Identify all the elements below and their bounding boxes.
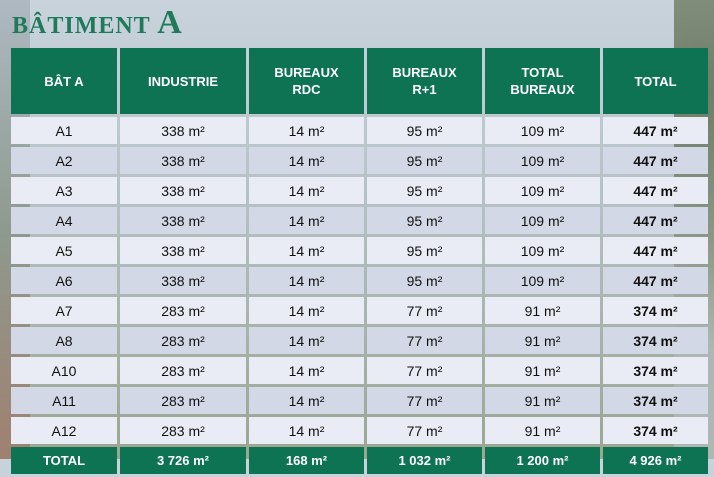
cell-batiment: A10	[11, 357, 117, 384]
column-header-line: BÂT A	[44, 73, 84, 89]
column-header-batiment	[11, 48, 117, 114]
cell-batiment: A1	[11, 117, 117, 144]
cell-total: 374 m²	[603, 357, 708, 384]
cell-batiment: A12	[11, 417, 117, 444]
cell-industrie: 338 m²	[120, 177, 246, 204]
cell-total-bureaux: 91 m²	[485, 417, 600, 444]
cell-batiment: A11	[11, 387, 117, 414]
title-letter: A	[157, 4, 183, 41]
cell-total: 447 m²	[603, 147, 708, 174]
cell-industrie: 338 m²	[120, 117, 246, 144]
total-cell-bureaux-rdc: 168 m²	[249, 447, 364, 474]
cell-industrie: 283 m²	[120, 387, 246, 414]
cell-industrie: 338 m²	[120, 147, 246, 174]
cell-bureaux-rdc: 14 m²	[249, 147, 364, 174]
cell-bureaux-r1: 95 m²	[367, 147, 482, 174]
total-cell-total: 4 926 m²	[603, 447, 708, 474]
table-row	[11, 147, 708, 174]
cell-bureaux-rdc: 14 m²	[249, 207, 364, 234]
total-row	[11, 447, 708, 474]
column-header-total-bureaux	[485, 48, 600, 114]
table-row	[11, 117, 708, 144]
cell-industrie: 283 m²	[120, 327, 246, 354]
table-row	[11, 417, 708, 444]
column-header-line: BUREAUX	[510, 82, 575, 97]
cell-total: 374 m²	[603, 297, 708, 324]
table-row	[11, 357, 708, 384]
table-row	[11, 207, 708, 234]
table-body	[11, 117, 708, 444]
cell-total: 374 m²	[603, 417, 708, 444]
cell-batiment: A4	[11, 207, 117, 234]
column-header-industrie	[120, 48, 246, 114]
cell-bureaux-rdc: 14 m²	[249, 297, 364, 324]
cell-bureaux-r1: 77 m²	[367, 387, 482, 414]
column-header-line: BUREAUX	[392, 65, 457, 80]
table-row	[11, 327, 708, 354]
page-title	[12, 4, 183, 45]
cell-bureaux-rdc: 14 m²	[249, 387, 364, 414]
cell-bureaux-r1: 95 m²	[367, 117, 482, 144]
cell-bureaux-rdc: 14 m²	[249, 237, 364, 264]
header-row	[11, 48, 708, 114]
cell-bureaux-r1: 95 m²	[367, 237, 482, 264]
total-cell-total-bureaux: 1 200 m²	[485, 447, 600, 474]
cell-bureaux-r1: 95 m²	[367, 207, 482, 234]
table-header	[11, 48, 708, 114]
cell-bureaux-rdc: 14 m²	[249, 117, 364, 144]
column-header-line: BUREAUX	[274, 65, 339, 80]
total-cell-industrie: 3 726 m²	[120, 447, 246, 474]
cell-batiment: A5	[11, 237, 117, 264]
cell-batiment: A2	[11, 147, 117, 174]
total-cell-bureaux-r1: 1 032 m²	[367, 447, 482, 474]
cell-total: 374 m²	[603, 387, 708, 414]
column-header-total	[603, 48, 708, 114]
title-prefix: BÂTIMENT	[12, 13, 151, 39]
cell-batiment: A6	[11, 267, 117, 294]
cell-total-bureaux: 91 m²	[485, 297, 600, 324]
column-header-line: TOTAL	[521, 65, 564, 80]
table-row	[11, 387, 708, 414]
cell-total-bureaux: 109 m²	[485, 117, 600, 144]
cell-total-bureaux: 109 m²	[485, 147, 600, 174]
column-header-line: INDUSTRIE	[147, 73, 219, 89]
cell-batiment: A7	[11, 297, 117, 324]
table-row	[11, 237, 708, 264]
cell-industrie: 338 m²	[120, 237, 246, 264]
building-area-table	[8, 45, 711, 477]
cell-total: 447 m²	[603, 177, 708, 204]
column-header-line: RDC	[292, 82, 321, 97]
cell-bureaux-rdc: 14 m²	[249, 357, 364, 384]
cell-industrie: 283 m²	[120, 297, 246, 324]
cell-industrie: 338 m²	[120, 207, 246, 234]
cell-total-bureaux: 91 m²	[485, 387, 600, 414]
cell-bureaux-r1: 95 m²	[367, 177, 482, 204]
cell-total: 447 m²	[603, 207, 708, 234]
cell-bureaux-rdc: 14 m²	[249, 267, 364, 294]
table-row	[11, 177, 708, 204]
table-row	[11, 267, 708, 294]
cell-total: 374 m²	[603, 327, 708, 354]
cell-bureaux-r1: 95 m²	[367, 267, 482, 294]
cell-batiment: A3	[11, 177, 117, 204]
table-row	[11, 297, 708, 324]
cell-bureaux-r1: 77 m²	[367, 327, 482, 354]
column-header-bureaux-r1	[367, 48, 482, 114]
cell-bureaux-rdc: 14 m²	[249, 177, 364, 204]
cell-bureaux-rdc: 14 m²	[249, 327, 364, 354]
cell-total: 447 m²	[603, 237, 708, 264]
cell-total-bureaux: 109 m²	[485, 237, 600, 264]
total-cell-batiment: TOTAL	[11, 447, 117, 474]
cell-total-bureaux: 109 m²	[485, 267, 600, 294]
column-header-line: TOTAL	[634, 73, 677, 89]
cell-total-bureaux: 109 m²	[485, 177, 600, 204]
column-header-line: R+1	[412, 82, 437, 97]
cell-bureaux-r1: 77 m²	[367, 357, 482, 384]
column-header-bureaux-rdc	[249, 48, 364, 114]
cell-total-bureaux: 109 m²	[485, 207, 600, 234]
cell-bureaux-r1: 77 m²	[367, 297, 482, 324]
cell-industrie: 338 m²	[120, 267, 246, 294]
cell-total-bureaux: 91 m²	[485, 327, 600, 354]
cell-total: 447 m²	[603, 117, 708, 144]
cell-batiment: A8	[11, 327, 117, 354]
table-footer	[11, 447, 708, 474]
cell-total: 447 m²	[603, 267, 708, 294]
cell-bureaux-r1: 77 m²	[367, 417, 482, 444]
cell-total-bureaux: 91 m²	[485, 357, 600, 384]
cell-bureaux-rdc: 14 m²	[249, 417, 364, 444]
cell-industrie: 283 m²	[120, 417, 246, 444]
cell-industrie: 283 m²	[120, 357, 246, 384]
